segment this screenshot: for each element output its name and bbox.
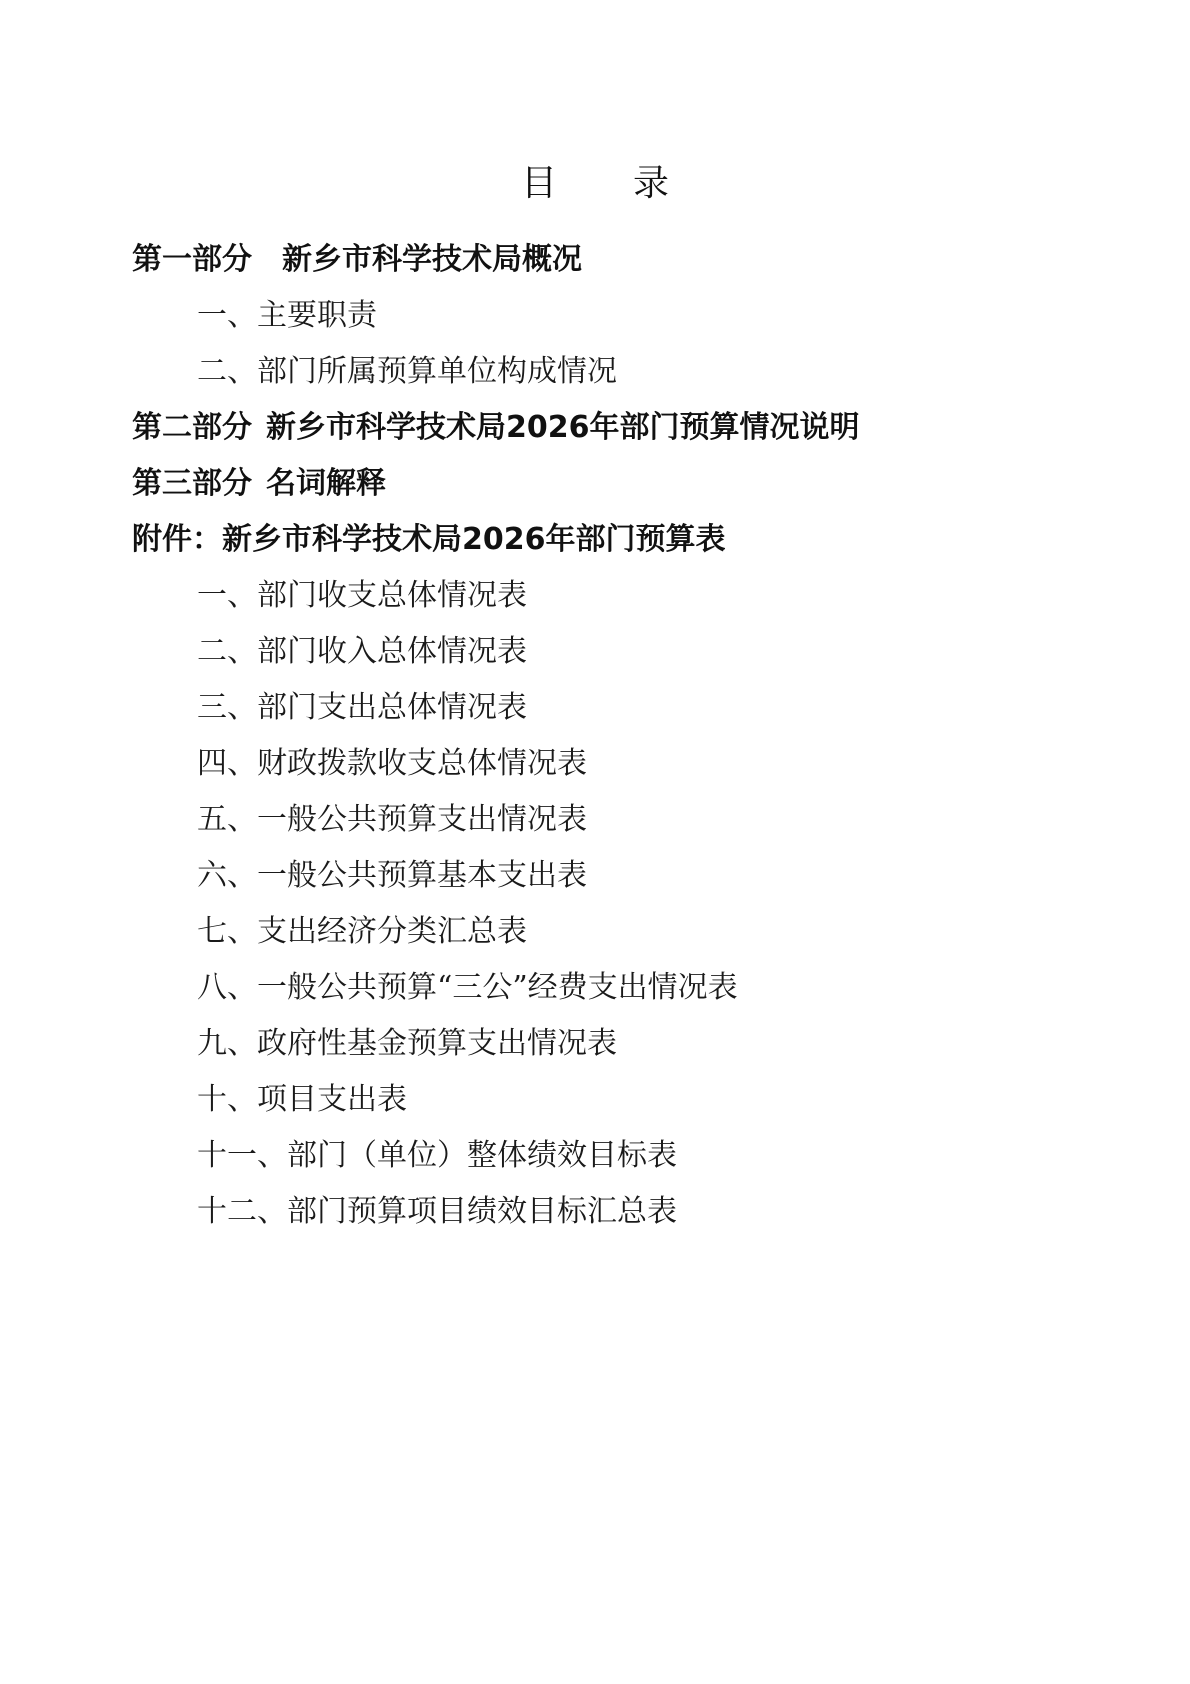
toc-entry: 四、财政拨款收支总体情况表 xyxy=(197,746,587,781)
toc-entry-part-2 xyxy=(0,400,1190,456)
toc-entry-text: 新乡市科学技术局概况 xyxy=(282,242,582,277)
toc-entry-label: 第三部分 xyxy=(132,466,252,501)
toc-entry: 三、部门支出总体情况表 xyxy=(197,690,527,725)
toc-entry: 二、部门收入总体情况表 xyxy=(197,634,527,669)
toc-entry-label: 第二部分 xyxy=(132,410,252,445)
toc-title xyxy=(0,158,1190,210)
toc-entry: 八、一般公共预算“三公”经费支出情况表 xyxy=(197,970,738,1005)
toc-title-left: 目 xyxy=(520,163,557,204)
toc-entry-label: 附件： xyxy=(132,522,222,557)
toc-entry: 二、部门所属预算单位构成情况 xyxy=(197,354,617,389)
toc-title-right: 录 xyxy=(633,163,670,204)
toc-entry: 五、一般公共预算支出情况表 xyxy=(197,802,587,837)
toc-entry: 九、政府性基金预算支出情况表 xyxy=(197,1026,617,1061)
toc-entry-text: 新乡市科学技术局2026年部门预算表 xyxy=(222,522,726,557)
toc-entry: 十二、部门预算项目绩效目标汇总表 xyxy=(197,1194,677,1229)
toc-entry: 一、部门收支总体情况表 xyxy=(197,578,527,613)
toc-entry: 一、主要职责 xyxy=(197,298,377,333)
toc-entry-attachment xyxy=(0,512,1190,568)
toc-entry-text: 名词解释 xyxy=(266,466,386,501)
toc-entry: 七、支出经济分类汇总表 xyxy=(197,914,527,949)
toc-entry-part-3 xyxy=(0,456,1190,512)
toc-entry-label: 第一部分 xyxy=(132,242,252,277)
toc-list xyxy=(0,232,1190,1240)
toc-entry: 十一、部门（单位）整体绩效目标表 xyxy=(197,1138,677,1173)
toc-entry: 十、项目支出表 xyxy=(197,1082,407,1117)
toc-entry-text: 新乡市科学技术局2026年部门预算情况说明 xyxy=(266,410,860,445)
toc-entry: 六、一般公共预算基本支出表 xyxy=(197,858,587,893)
toc-entry-part-1 xyxy=(0,232,1190,288)
